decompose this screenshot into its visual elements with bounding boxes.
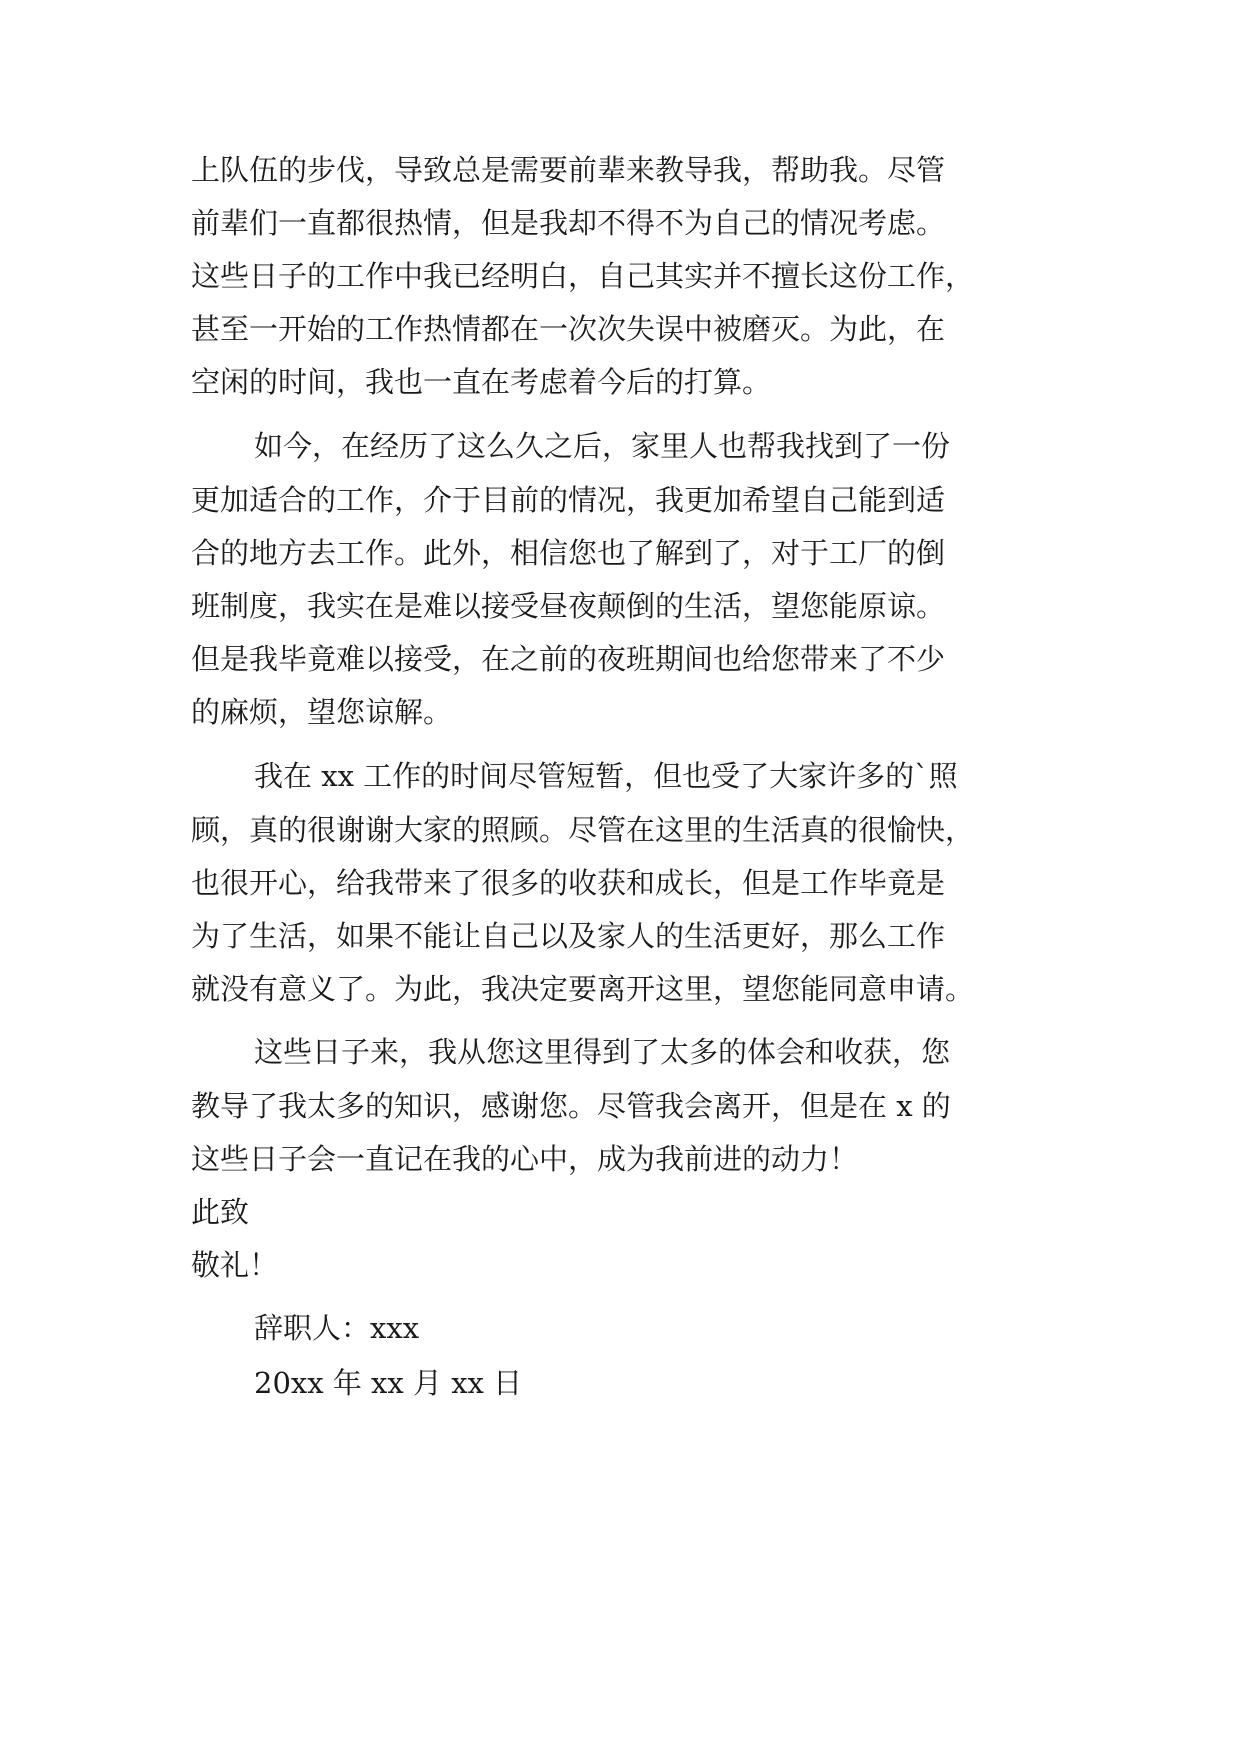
date-line: 20xx 年 xx 月 xx 日 — [254, 1366, 523, 1400]
salute-text: 敬礼！ — [191, 1248, 279, 1282]
body-line: 合的地方去工作。此外，相信您也了解到了，对于工厂的倒 — [191, 536, 946, 570]
body-line: 就没有意义了。为此，我决定要离开这里，望您能同意申请。 — [191, 972, 975, 1006]
body-line: 但是我毕竟难以接受，在之前的夜班期间也给您带来了不少 — [191, 642, 946, 676]
body-line: 教导了我太多的知识，感谢您。尽管我会离开，但是在 x 的 — [191, 1089, 951, 1123]
paragraph-start-line: 这些日子来，我从您这里得到了太多的体会和收获，您 — [254, 1035, 951, 1069]
body-line: 也很开心，给我带来了很多的收获和成长，但是工作毕竟是 — [191, 866, 946, 900]
body-line: 更加适合的工作，介于目前的情况，我更加希望自己能到适 — [191, 483, 946, 517]
body-line: 班制度，我实在是难以接受昼夜颠倒的生活，望您能原谅。 — [191, 589, 946, 623]
signature-line: 辞职人：xxx — [254, 1311, 420, 1345]
body-line: 顾，真的很谢谢大家的照顾。尽管在这里的生活真的很愉快， — [191, 813, 975, 847]
closing-text: 此致 — [191, 1195, 250, 1229]
body-line: 甚至一开始的工作热情都在一次次失误中被磨灭。为此，在 — [191, 312, 946, 346]
body-line: 上队伍的步伐，导致总是需要前辈来教导我，帮助我。尽管 — [191, 153, 946, 187]
paragraph-start-line: 如今，在经历了这么久之后，家里人也帮我找到了一份 — [254, 429, 951, 463]
body-line: 的麻烦，望您谅解。 — [191, 695, 453, 729]
body-line: 空闲的时间，我也一直在考虑着今后的打算。 — [191, 365, 772, 399]
body-line: 为了生活，如果不能让自己以及家人的生活更好，那么工作 — [191, 919, 946, 953]
body-line: 这些日子的工作中我已经明白，自己其实并不擅长这份工作， — [191, 259, 975, 293]
body-line: 这些日子会一直记在我的心中，成为我前进的动力！ — [191, 1142, 859, 1176]
body-line: 前辈们一直都很热情，但是我却不得不为自己的情况考虑。 — [191, 206, 946, 240]
paragraph-start-line: 我在 xx 工作的时间尽管短暂，但也受了大家许多的`照 — [254, 759, 958, 793]
